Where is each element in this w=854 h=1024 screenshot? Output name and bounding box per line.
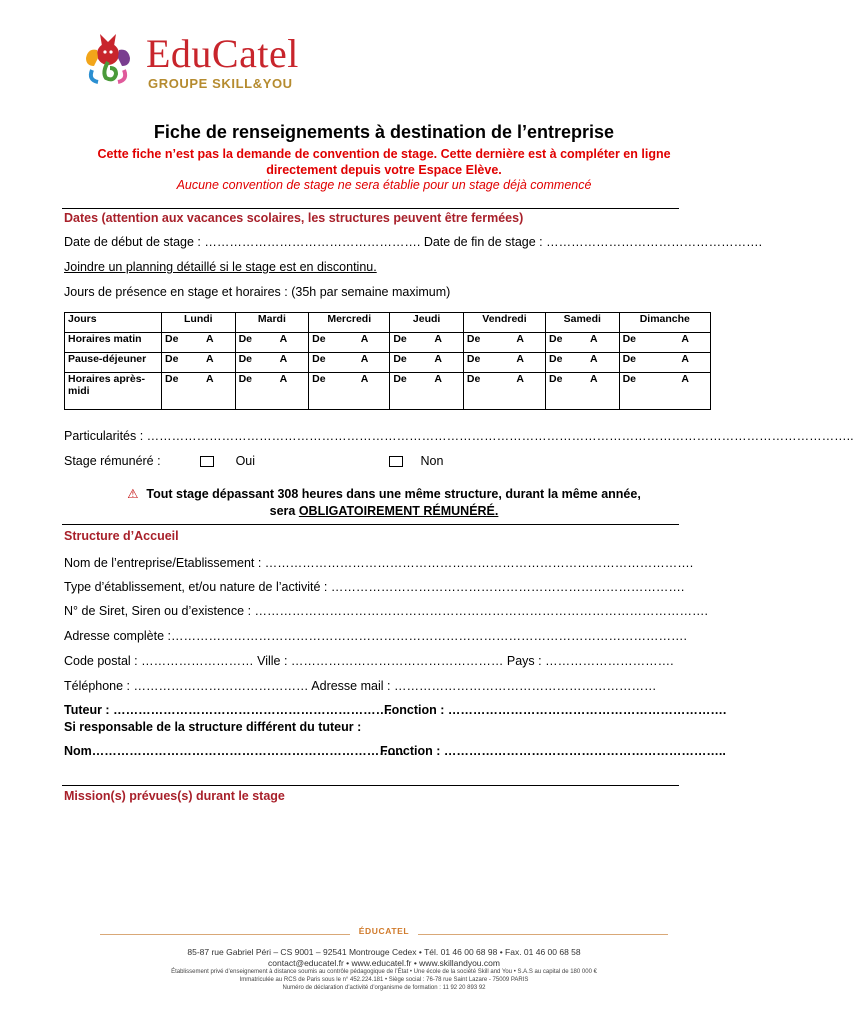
to-label: A [360,353,369,365]
paid-warning [0,486,768,520]
from-label: De [466,373,481,385]
from-label: De [622,373,637,385]
page-title: Fiche de renseignements à destination de l’entreprise [153,122,615,142]
time-cell[interactable] [309,353,390,373]
to-label: A [516,353,524,365]
footer-address: 85-87 rue Gabriel Péri – CS 9001 – 92541 Montrouge Cedex • Tél. 01 46 00 68 98 • Fax. 01 46 00 68 58 [187,947,581,957]
planning-note: Joindre un planning détaillé si le stage est en discontinu. [64,260,377,274]
paid-label: Stage rémunéré : [64,454,161,468]
time-cell[interactable] [309,373,390,410]
schedule-row [65,373,711,410]
schedule-header-row [65,313,711,333]
from-label: De [466,333,481,345]
to-label: A [205,353,214,365]
time-cell[interactable] [390,373,464,410]
time-cell[interactable] [235,353,309,373]
to-label: A [589,353,598,365]
day-header: Dimanche [619,313,710,333]
to-label: A [434,373,442,385]
time-cell[interactable] [235,333,309,353]
to-label: A [434,333,442,345]
intro-notice [0,146,768,178]
intro-warning: Aucune convention de stage ne sera établie pour un stage déjà commencé [176,178,592,192]
paid-no-row [389,454,443,468]
intro-line-1: Cette fiche n’est pas la demande de convention de stage. Cette dernière est à compléter en ligne [97,147,671,161]
educatel-logo-mark [80,28,136,86]
from-label: De [165,353,179,365]
time-cell[interactable] [162,353,236,373]
day-header: Vendredi [463,313,545,333]
row-label: Horaires après-midi [65,373,162,410]
footer-contact: contact@educatel.fr • www.educatel.fr • www.skillandyou.com [268,958,500,968]
footer-legal-2: Immatriculée au RCS de Paris sous le n° 452.224.181 • Siège social : 76-78 rue Saint Lazare - 75009 PARIS [239,977,529,983]
structure-heading: Structure d’Accueil [64,529,179,543]
brand-wordmark: EduCatel [146,31,299,76]
particularites-field[interactable]: Particularités : …………………………………………………………………………………………………………………………………………………….. [64,429,854,443]
to-label: A [681,353,689,365]
from-label: De [312,373,326,385]
company-name-field[interactable]: Nom de l’entreprise/Etablissement : …………………………………………………………………………………………. [64,556,694,570]
paid-no-checkbox[interactable] [389,456,403,467]
to-label: A [589,333,598,345]
to-label: A [360,373,369,385]
paid-no-label: Non [420,454,444,468]
day-header: Mercredi [309,313,390,333]
activity-type-field[interactable]: Type d’établissement, et/ou nature de l’activité : …………………………………………………………………………. [64,580,685,594]
time-cell[interactable] [546,373,620,410]
paid-yes-label: Oui [235,454,256,468]
from-label: De [393,333,407,345]
from-label: De [238,333,253,345]
from-label: De [238,373,253,385]
row-label: Horaires matin [65,333,162,353]
time-cell[interactable] [546,353,620,373]
warning-icon: ⚠ [127,487,139,501]
from-label: De [238,353,253,365]
to-label: A [205,373,214,385]
day-header: Samedi [546,313,620,333]
time-cell[interactable] [463,353,545,373]
from-label: De [165,333,179,345]
to-label: A [279,353,288,365]
divider [62,785,679,786]
siret-field[interactable]: N° de Siret, Siren ou d’existence : ………………………………………………………………………………………………. [64,604,708,618]
from-label: De [312,333,326,345]
from-label: De [393,373,407,385]
schedule-corner: Jours [65,313,162,333]
time-cell[interactable] [162,373,236,410]
presence-label: Jours de présence en stage et horaires : (35h par semaine maximum) [64,285,451,299]
from-label: De [622,353,637,365]
to-label: A [516,373,524,385]
dates-heading: Dates (attention aux vacances scolaires, les structures peuvent être fermées) [64,211,524,225]
to-label: A [516,333,524,345]
time-cell[interactable] [619,333,710,353]
to-label: A [279,373,288,385]
row-label: Pause-déjeuner [65,353,162,373]
responsible-function-field[interactable]: Fonction : ………………………………………………………….. [380,744,726,758]
footer-legal-3: Numéro de déclaration d’activité d’organisme de formation : 11 92 20 893 92 [282,985,486,991]
time-cell[interactable] [309,333,390,353]
responsible-name-field[interactable]: Nom………………………………………………………………… [64,744,405,758]
to-label: A [589,373,598,385]
from-label: De [622,333,637,345]
phone-email-field[interactable]: Téléphone : …………………………………… Adresse mail : ……………………………………………………… [64,679,657,693]
postal-city-country-field[interactable]: Code postal : ……………………… Ville : …………………………………………… Pays : …………………………. [64,654,674,668]
brand-group: GROUPE SKILL&YOU [148,76,293,91]
time-cell[interactable] [390,333,464,353]
time-cell[interactable] [463,373,545,410]
warning-line-2-prefix: sera [269,504,299,518]
time-cell[interactable] [546,333,620,353]
time-cell[interactable] [463,333,545,353]
day-header: Jeudi [390,313,464,333]
tutor-field[interactable]: Tuteur : …………………………………………………………. [64,703,392,717]
warning-line-2-emph: OBLIGATOIREMENT RÉMUNÉRÉ. [298,504,499,518]
from-label: De [165,373,179,385]
from-label: De [393,353,407,365]
intro-line-2: directement depuis votre Espace Elève. [266,163,502,177]
to-label: A [681,373,689,385]
address-field[interactable]: Adresse complète :……………………………………………………………………………………………………………. [64,629,687,643]
time-cell[interactable] [235,373,309,410]
time-cell[interactable] [619,353,710,373]
from-label: De [466,353,481,365]
to-label: A [360,333,369,345]
time-cell[interactable] [162,333,236,353]
from-label: De [312,353,326,365]
to-label: A [279,333,288,345]
schedule-table [64,312,711,410]
tutor-function-field[interactable]: Fonction : …………………………………………………………. [384,703,727,717]
responsible-note: Si responsable de la structure différent du tuteur : [64,720,362,734]
paid-yes-checkbox[interactable] [200,456,214,467]
paid-row [64,454,255,468]
divider [62,524,679,525]
to-label: A [205,333,214,345]
schedule-row [65,353,711,373]
missions-heading: Mission(s) prévues(s) durant le stage [64,789,285,803]
day-header: Lundi [162,313,236,333]
to-label: A [681,333,689,345]
dates-field[interactable]: Date de début de stage : ……………………………………………. Date de fin de stage : ……………………………………………. [64,235,763,249]
day-header: Mardi [235,313,309,333]
to-label: A [434,353,442,365]
schedule-row [65,333,711,353]
divider [62,208,679,209]
from-label: De [549,373,563,385]
time-cell[interactable] [390,353,464,373]
from-label: De [549,353,563,365]
from-label: De [549,333,563,345]
footer-brand: ÉDUCATEL [358,926,410,936]
footer-legal-1: Établissement privé d’enseignement à distance soumis au contrôle pédagogique de l’État • Une école de la société Skill and You • S.A.S au capital de 180 000 € [171,969,597,975]
warning-line-1: Tout stage dépassant 308 heures dans une même structure, durant la même année, [146,487,641,501]
time-cell[interactable] [619,373,710,410]
